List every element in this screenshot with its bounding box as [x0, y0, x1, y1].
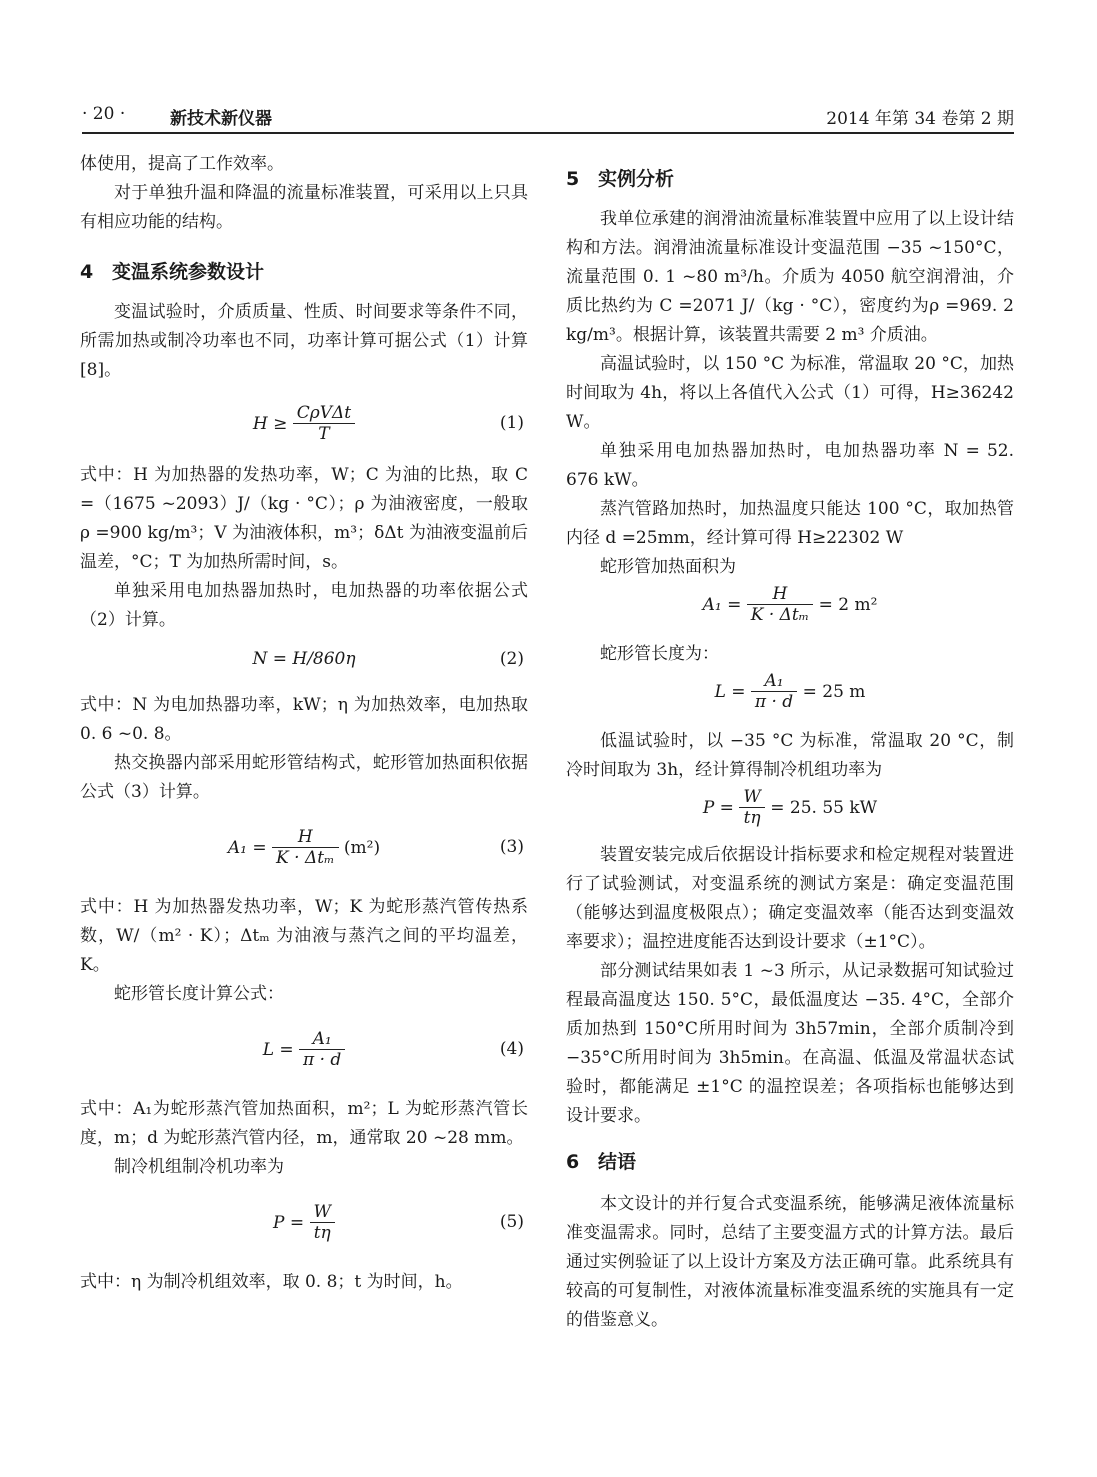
paragraph: 蛇形管长度计算公式： — [114, 984, 284, 1004]
paragraph: 蒸汽管路加热时，加热温度只能达 100 °C，取加热管内径 d =25mm，经计算可得 H≥22302 W — [566, 499, 1014, 548]
paragraph: 式中：A₁为蛇形蒸汽管加热面积，m²；L 为蛇形蒸汽管长度，m；d 为蛇形蒸汽管内径，m，通常取 20 ~28 mm。 — [80, 1099, 528, 1148]
paragraph: 式中：N 为电加热器功率，kW；η 为加热效率，电加热取 0. 6 ~0. 8。 — [80, 695, 528, 744]
paragraph: 蛇形管长度为： — [600, 644, 719, 664]
paragraph: 单独采用电加热器加热时，电加热器的功率依据公式（2）计算。 — [80, 581, 528, 630]
formula-1: H ≥ $\frac{\text{CρVΔt}}{T}$ (1) — [252, 403, 524, 444]
paragraph: 我单位承建的润滑油流量标准装置中应用了以上设计结构和方法。润滑油流量标准设计变温范围 −35 ~150°C，流量范围 0. 1 ~80 m³/h。介质为 4050 航空润滑油，介质比热约为 C =2071 J/（kg · °C），密度约为ρ =969. 2 kg/m³。根据计算，该装置共需要 2 m³ 介质油。 — [566, 209, 1014, 345]
equation-number: (4) — [499, 1039, 524, 1059]
formula-5: P = $\frac{W}{t\eta}$ (5) — [273, 1202, 524, 1243]
paragraph: 热交换器内部采用蛇形管结构式，蛇形管加热面积依据公式（3）计算。 — [80, 753, 528, 802]
journal-issue: 2014 年第 34 卷第 2 期 — [826, 109, 1014, 129]
paragraph: 式中：H 为加热器发热功率，W；K 为蛇形蒸汽管传热系数，W/（m² · K）；Δtₘ 为油液与蒸汽之间的平均温差，K。 — [80, 897, 528, 975]
equation-length: L = $\frac{\text{A₁}}{\pi \cdot d}$ = 25 m — [714, 671, 866, 712]
paragraph: 制冷机组制冷机功率为 — [114, 1157, 284, 1177]
page-number: · 20 · — [82, 104, 126, 124]
paragraph: 部分测试结果如表 1 ~3 所示，从记录数据可知试验过程最高温度达 150. 5°C，最低温度达 −35. 4°C，全部介质加热到 150°C所用时间为 3h57min，全部介质制冷到 −35°C所用时间为 3h5min。在高温、低温及常温状态试验时，都能满足 ±1°C 的温控误差；各项指标也能够达到设计要求。 — [566, 961, 1014, 1126]
page-header — [82, 104, 1014, 134]
paragraph: 低温试验时，以 −35 °C 为标准，常温取 20 °C，制冷时间取为 3h，经计算得制冷机组功率为 — [566, 731, 1014, 780]
right-column — [566, 150, 1014, 1335]
paragraph: 单独采用电加热器加热时，电加热器功率 N = 52. 676 kW。 — [566, 441, 1014, 490]
section-heading-6: 6 结语 — [566, 1151, 637, 1173]
paragraph: 体使用，提高了工作效率。 — [80, 154, 284, 174]
formula-4: L = $\frac{\text{A₁}}{\pi \cdot d}$ (4) — [262, 1029, 524, 1070]
equation-number: (5) — [499, 1212, 524, 1232]
equation-power: P = $\frac{W}{t\eta}$ = 25. 55 kW — [702, 787, 878, 828]
paragraph: 本文设计的并行复合式变温系统，能够满足液体流量标准变温需求。同时，总结了主要变温方式的计算方法。最后通过实例验证了以上设计方案及方法正确可靠。此系统具有较高的可复制性，对液体流量标准变温系统的实施具有一定的借鉴意义。 — [566, 1194, 1014, 1330]
paragraph: 式中：η 为制冷机组效率，取 0. 8；t 为时间，h。 — [80, 1272, 463, 1292]
journal-section-name: 新技术新仪器 — [170, 109, 272, 129]
formula-3: A₁ = $\frac{H}{\text{K · Δtₘ}}$ (m²) (3) — [227, 827, 524, 868]
paragraph: 式中：H 为加热器的发热功率，W；C 为油的比热，取 C =（1675 ~2093）J/（kg · °C）；ρ 为油液密度，一般取 ρ =900 kg/m³；V 为油液体积，m³；δΔt 为油液变温前后温差，°C；T 为加热所需时间，s。 — [80, 465, 528, 572]
formula-2: N = H/860η (2) — [252, 649, 524, 669]
section-heading-4: 4 变温系统参数设计 — [80, 261, 265, 283]
paragraph: 蛇形管加热面积为 — [600, 557, 736, 577]
section-heading-5: 5 实例分析 — [566, 168, 675, 190]
paragraph: 高温试验时，以 150 °C 为标准，常温取 20 °C，加热时间取为 4h，将以上各值代入公式（1）可得，H≥36242 W。 — [566, 354, 1014, 432]
paragraph: 对于单独升温和降温的流量标准装置，可采用以上只具有相应功能的结构。 — [80, 183, 528, 232]
equation-number: (1) — [499, 413, 524, 433]
equation-area: A₁ = $\frac{H}{\text{K · Δtₘ}}$ = 2 m² — [702, 584, 878, 625]
paragraph: 变温试验时，介质质量、性质、时间要求等条件不同，所需加热或制冷功率也不同，功率计算可据公式（1）计算[8]。 — [80, 302, 528, 380]
equation-number: (3) — [499, 837, 524, 857]
equation-number: (2) — [499, 649, 524, 669]
paragraph: 装置安装完成后依据设计指标要求和检定规程对装置进行了试验测试，对变温系统的测试方案是：确定变温范围（能够达到温度极限点）；确定变温效率（能否达到变温效率要求）；温控进度能否达到设计要求（±1°C）。 — [566, 845, 1014, 952]
left-column — [80, 150, 528, 1297]
